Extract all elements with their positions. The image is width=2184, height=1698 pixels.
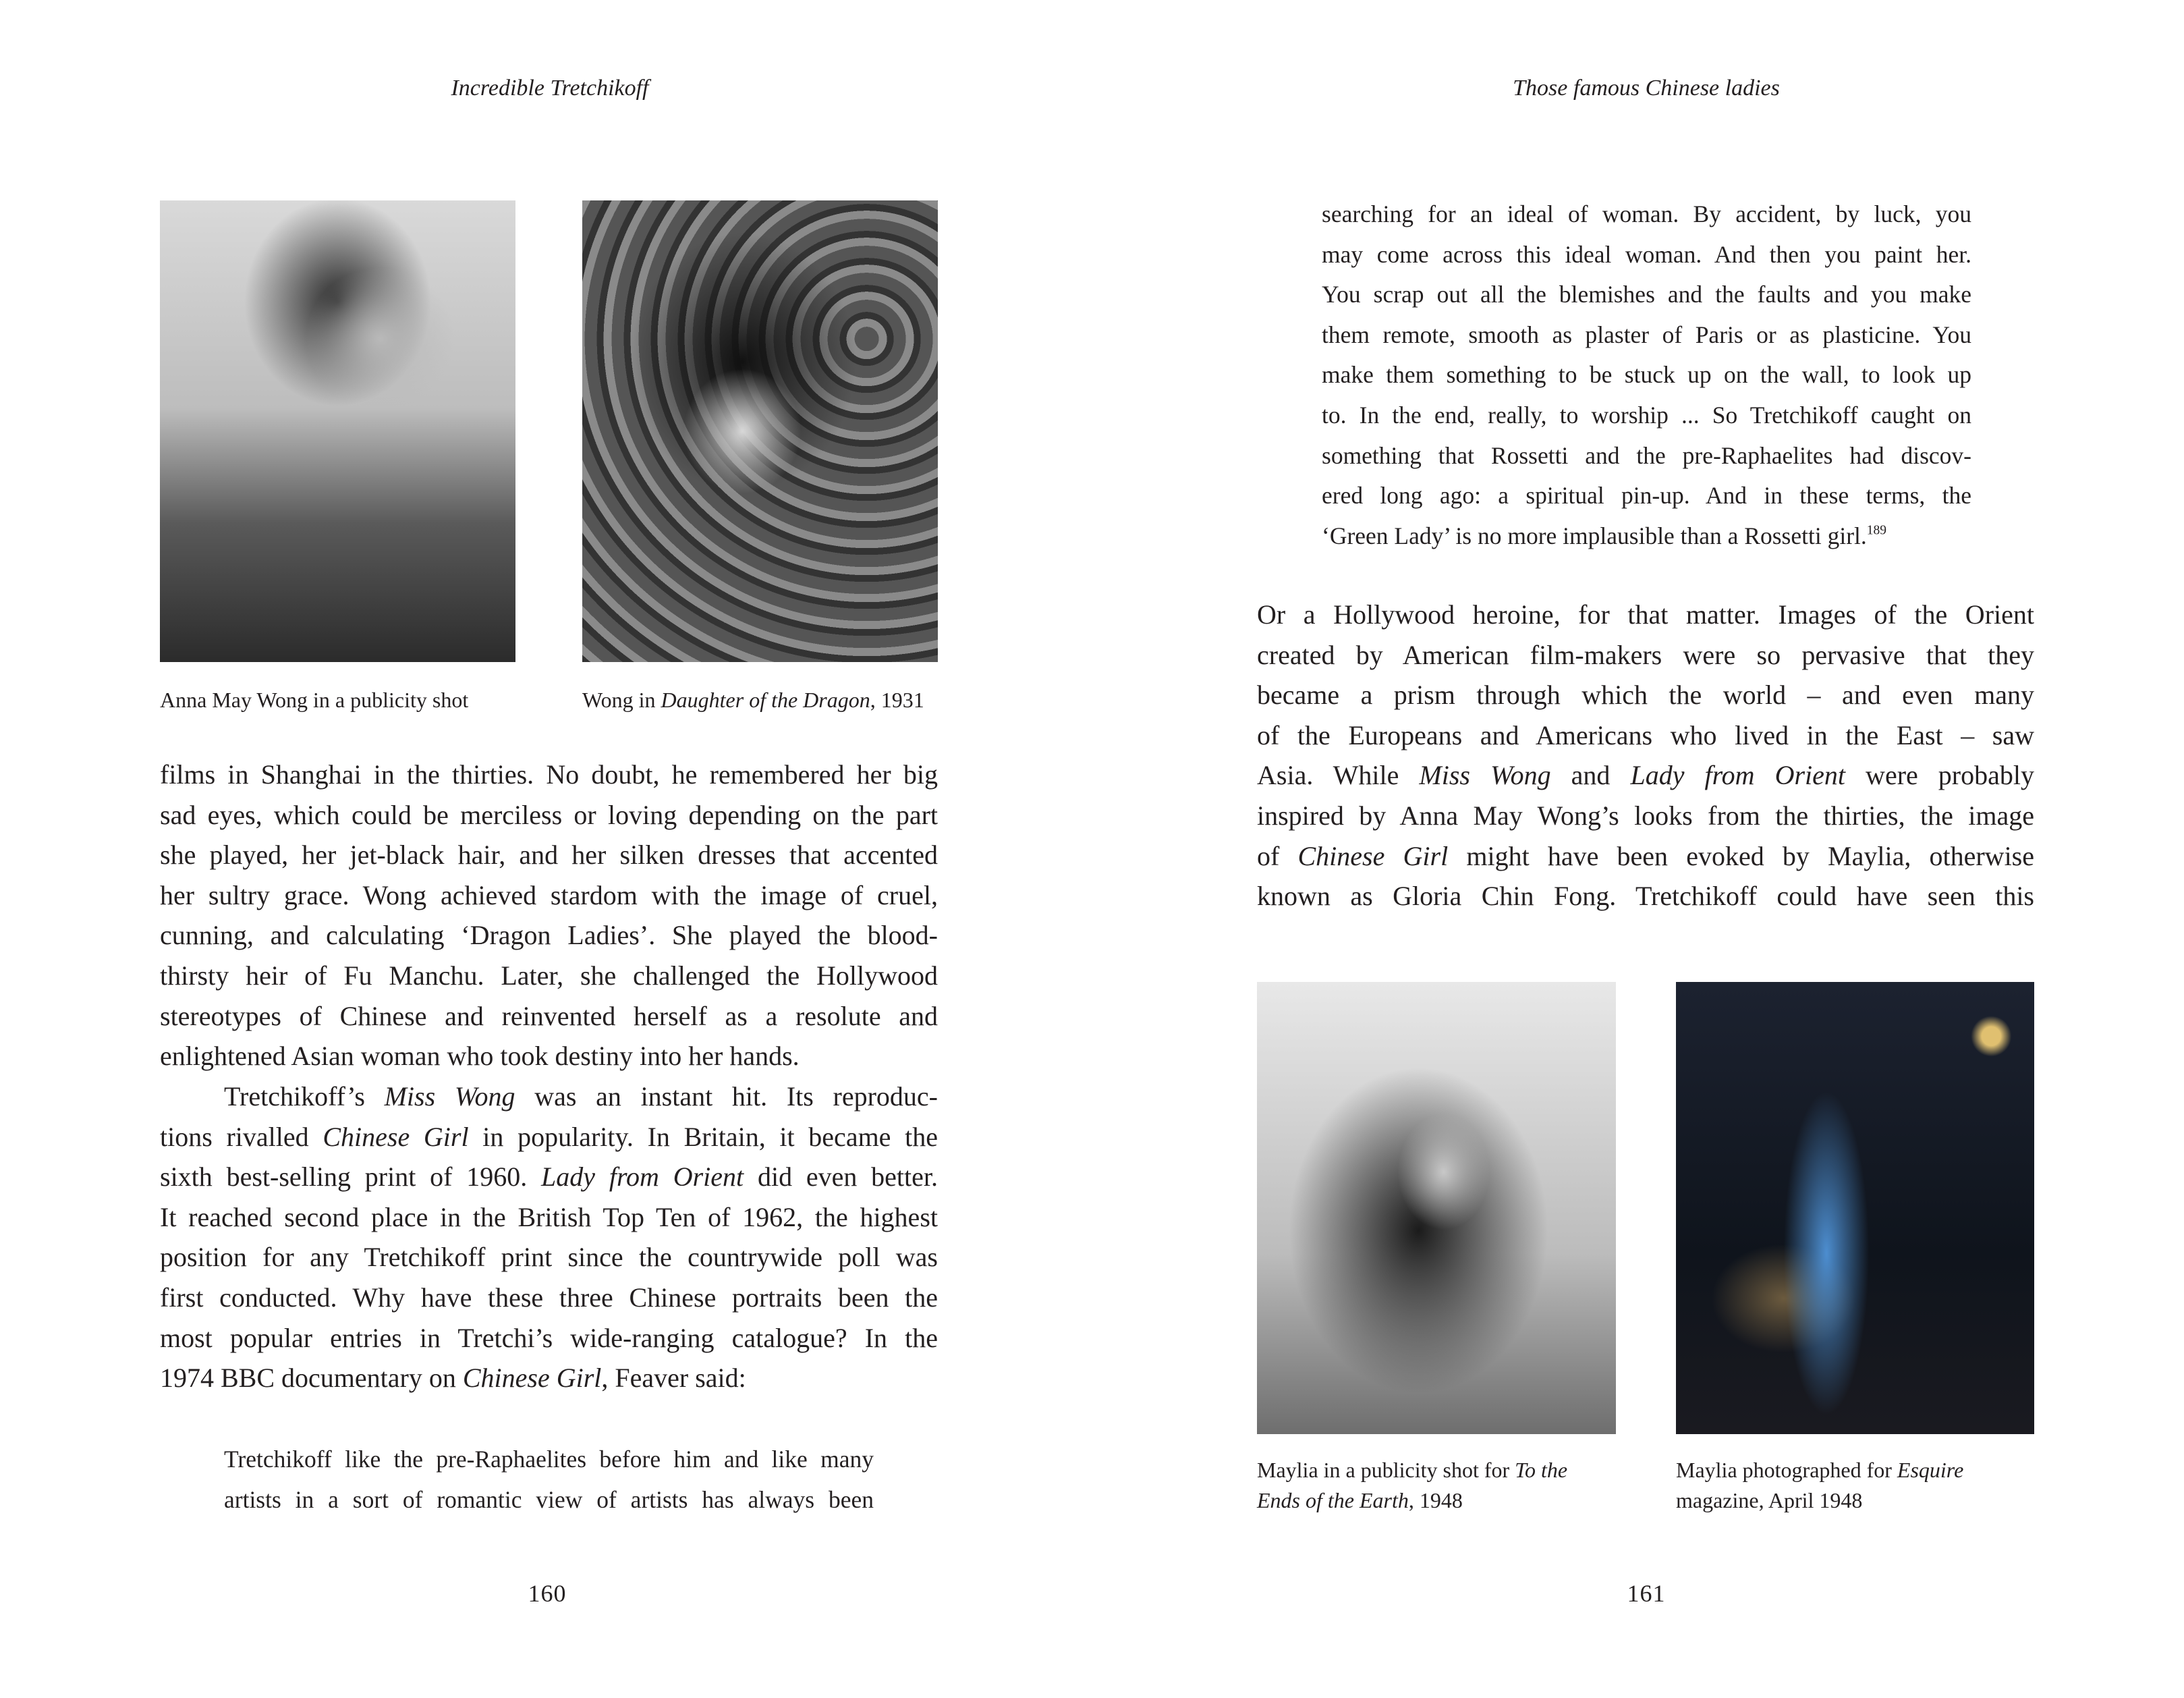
caption-line [160,685,538,715]
text-run: of the Europeans and Americans who lived in the East – saw [1257,719,2034,750]
text-run: were probably [1845,760,2034,791]
italic-title: Esquire [1897,1458,1964,1482]
text-run: magazine, April 1948 [1676,1488,1863,1512]
caption [582,685,960,715]
italic-title: To the [1515,1458,1568,1482]
running-head-left: Incredible Tretchikoff [451,76,649,101]
text-line [160,1237,938,1278]
caption [160,685,538,715]
text-run: became a prism through which the world – and even many [1257,680,2034,711]
text-line [1257,836,2034,877]
photo-wong-daughter-of-the-dragon [582,200,938,662]
italic-title: Chinese Girl [323,1121,469,1152]
text-run: thirsty heir of Fu Manchu. Later, she challenged the Hollywood [160,960,938,991]
text-run: It reached second place in the British Top Ten of 1962, the highest [160,1201,938,1232]
text-line [1257,755,2034,796]
caption [1257,1455,1635,1516]
text-run: known as Gloria Chin Fong. Tretchikoff could have seen this [1257,881,2034,912]
text-line [1322,235,1971,275]
text-line [160,1278,938,1318]
text-run: films in Shanghai in the thirties. No doubt, he remembered her big [160,759,938,790]
text-line [1322,395,1971,436]
text-run: ‘Green Lady’ is no more implausible than a Rossetti girl. [1322,522,1867,549]
text-run: ered long ago: a spiritual pin-up. And in these terms, the [1322,482,1971,510]
text-line [160,1076,938,1117]
text-line [1257,876,2034,916]
text-line [1322,315,1971,356]
text-run: did even better. [744,1161,938,1193]
body-paragraph [160,755,938,1076]
text-line [160,835,938,875]
text-run: artists in a sort of romantic view of artists has always been [224,1485,874,1513]
text-line [1257,675,2034,715]
text-run: position for any Tretchikoff print since the countrywide poll was [160,1242,938,1273]
italic-title: Chinese Girl [1297,840,1449,871]
text-run: and [1550,760,1631,791]
text-run: to. In the end, really, to worship ... So Tretchikoff caught on [1322,401,1971,429]
italic-title: Miss Wong [1419,760,1551,791]
text-line [160,795,938,836]
text-run: searching for an ideal of woman. By accident, by luck, you [1322,200,1971,227]
text-run: was an instant hit. Its reproduc- [515,1081,938,1112]
text-run: Tretchikoff like the pre-Raphaelites before him and like many [224,1446,874,1473]
running-head-right: Those famous Chinese ladies [1513,76,1780,101]
caption-line [1257,1485,1635,1516]
text-run: in popularity. In Britain, it became the [468,1121,938,1152]
italic-title: Ends of the Earth [1257,1488,1409,1512]
text-run: Wong in [582,688,661,712]
italic-title: Lady from Orient [1630,760,1846,791]
text-run: make them something to be stuck up on the wall, to look up [1322,361,1971,389]
text-line [160,996,938,1037]
page-number-right: 161 [1627,1580,1666,1607]
text-run: stereotypes of Chinese and reinvented herself as a resolute and [160,1000,938,1031]
text-run: she played, her jet-black hair, and her silken dresses that accented [160,840,938,871]
text-run: 1974 BBC documentary on [160,1363,463,1394]
text-line [160,915,938,956]
caption [1676,1455,2054,1516]
text-line [224,1440,874,1480]
text-line [1257,635,2034,676]
block-quote [1322,194,1971,556]
text-run: Tretchikoff’s [224,1081,385,1112]
text-line [1322,476,1971,516]
caption-line [1676,1455,2054,1485]
text-line [160,755,938,795]
text-run: cunning, and calculating ‘Dragon Ladies’. She played the blood- [160,920,938,951]
text-run: Maylia in a publicity shot for [1257,1458,1515,1482]
text-run: tions rivalled [160,1121,323,1152]
text-run: might have been evoked by Maylia, otherwise [1448,840,2034,871]
text-run: Asia. While [1257,760,1420,791]
text-line [1257,796,2034,836]
caption-line [1257,1455,1635,1485]
text-line [160,875,938,916]
text-run: Anna May Wong in a publicity shot [160,688,469,712]
photo-maylia-esquire [1676,982,2034,1434]
text-line [1322,355,1971,395]
text-line [1322,436,1971,476]
italic-title: Lady from Orient [541,1161,744,1193]
text-line [160,956,938,996]
italic-title: Miss Wong [384,1081,515,1112]
text-line [1322,516,1971,557]
text-run: may come across this ideal woman. And then you paint her. [1322,240,1971,268]
italic-title: Chinese Girl [462,1363,602,1394]
text-line [224,1480,874,1521]
text-line [160,1318,938,1359]
body-paragraph [160,1076,938,1398]
photo-anna-may-wong-publicity [160,200,515,662]
page-number-left: 160 [528,1580,567,1607]
caption-line [1676,1485,2054,1516]
text-line [1322,275,1971,315]
text-line [160,1036,938,1076]
body-paragraph [1257,595,2034,916]
text-line [1322,194,1971,235]
text-line [160,1358,938,1398]
text-run: them remote, smooth as plaster of Paris or as plasticine. You [1322,321,1971,348]
text-run: most popular entries in Tretchi’s wide-ranging catalogue? In the [160,1322,938,1353]
italic-title: Daughter of the Dragon [661,688,870,712]
text-run: sixth best-selling print of 1960. [160,1161,542,1193]
text-run: Maylia photographed for [1676,1458,1897,1482]
text-line [160,1157,938,1197]
text-line [160,1117,938,1157]
text-run: Or a Hollywood heroine, for that matter. Images of the Orient [1257,599,2034,630]
footnote-ref: 189 [1866,523,1887,538]
text-run: sad eyes, which could be merciless or loving depending on the part [160,799,938,830]
text-line [1257,715,2034,756]
photo-maylia-publicity [1257,982,1616,1434]
text-line [160,1197,938,1238]
text-run: inspired by Anna May Wong’s looks from the thirties, the image [1257,800,2034,831]
caption-line [582,685,960,715]
text-run: , Feaver said: [601,1363,746,1394]
text-run: of [1257,840,1298,871]
text-run: , 1931 [870,688,924,712]
text-run: first conducted. Why have these three Chinese portraits been the [160,1282,938,1313]
text-run: created by American film-makers were so pervasive that they [1257,639,2034,670]
text-line [1257,595,2034,635]
text-run: enlightened Asian woman who took destiny into her hands. [160,1041,800,1072]
text-run: , 1948 [1408,1488,1463,1512]
text-run: something that Rossetti and the pre-Raphaelites had discov- [1322,441,1971,469]
text-run: her sultry grace. Wong achieved stardom with the image of cruel, [160,879,938,910]
text-run: You scrap out all the blemishes and the faults and you make [1322,281,1971,308]
block-quote [224,1440,874,1520]
